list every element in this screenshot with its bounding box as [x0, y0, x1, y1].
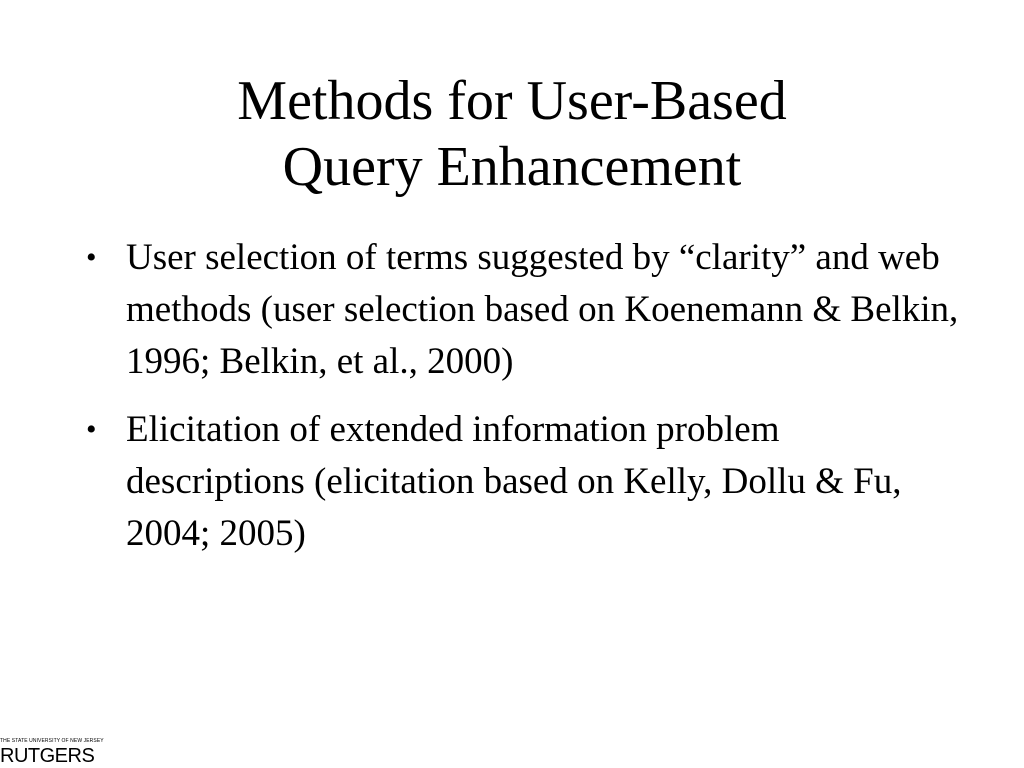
bullet-text: Elicitation of extended information problem descriptions (elicitation based on Kelly, Dollu & Fu, 2004; 2005) — [126, 409, 902, 554]
logo-wordmark: RUTGERS — [0, 745, 95, 767]
bullet-list — [86, 232, 966, 576]
logo-subtitle: THE STATE UNIVERSITY OF NEW JERSEY — [0, 738, 104, 744]
bullet-item — [86, 404, 966, 560]
slide-title-line-1: Methods for User-Based — [237, 70, 787, 132]
bullet-icon: • — [86, 413, 97, 446]
bullet-item — [86, 232, 966, 388]
rutgers-logo — [0, 738, 104, 768]
bullet-icon: • — [86, 241, 97, 274]
slide-title-line-2: Query Enhancement — [282, 136, 742, 198]
slide-title — [0, 68, 1024, 200]
bullet-text: User selection of terms suggested by “clarity” and web methods (user selection based on Koenemann & Belkin, 1996; Belkin, et al., 2000) — [126, 237, 959, 382]
